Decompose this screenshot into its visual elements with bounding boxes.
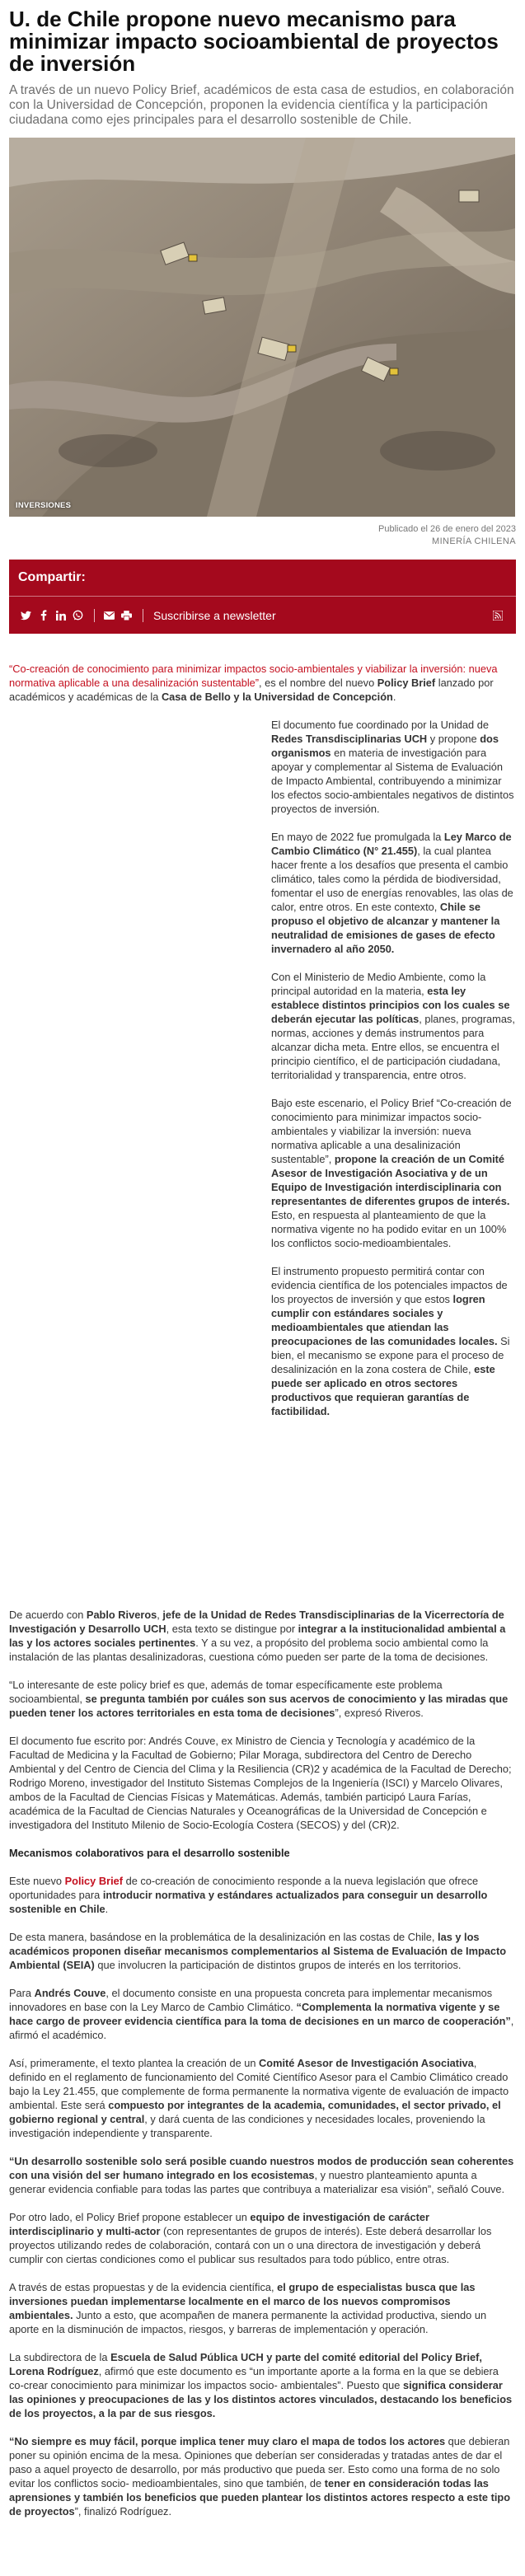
- paragraph: Para Andrés Couve, el documento consiste en una propuesta concreta para implementar mecanismos innovadores en base con la Ley Marco de Cambio Climático. “Complementa la normativa vigente y se hace cargo de proveer evidencia científica para la toma de decisiones en un marco de cooperación”, afirmó el académico.: [9, 1987, 514, 2041]
- policy-brief-link[interactable]: Policy Brief: [64, 1875, 124, 1887]
- email-icon[interactable]: [101, 607, 117, 623]
- aerial-mining-photo: [9, 138, 515, 517]
- paragraph: Con el Ministerio de Medio Ambiente, como la principal autoridad en la materia, esta ley establece distintos principios con los cuales se deberán ejecutar las políticas, planes, programas, normas, acciones y demás instrumentos para alcanzar dicha meta. Entre ellos, se encuentra el principio científico, el de participación ciudadana, territorialidad y transparencia, entre otros.: [271, 971, 515, 1081]
- paragraph: Así, primeramente, el texto plantea la creación de un Comité Asesor de Investigación Asociativa, definido en el reglamento de funcionamiento del Comité Científico Asesor para el Cambio Climático creado bajo la Ley 21.455, que complemente de forma permanente la normativa vigente de evaluación de impacto ambiental. Este será compuesto por integrantes de la academia, comunidades, el sector privado, el gobierno regional y central, y dará cuenta de las condiciones y necesidades locales, proveniendo la investigación independiente y transparente.: [9, 2057, 509, 2139]
- paragraph: Por otro lado, el Policy Brief propone establecer un equipo de investigación de carácter interdisciplinario y multi-actor (con representantes de grupos de interés). Este deberá desarrollar los proyectos utilizando redes de colaboración, contará con un o una directora de investigación y deberá cumplir con ciertas condiciones como el publicar sus resultados para todo público, entre otras.: [9, 2211, 492, 2265]
- paragraph: El instrumento propuesto permitirá contar con evidencia científica de los potenciales impactos de los proyectos de inversión y que estos logren cumplir con estándares sociales y medioambientales que atiendan las preocupaciones de las comunidades locales. Si bien, el mecanismo se expone para el proceso de desalinización en la zona costera de Chile, este puede ser aplicado en otros sectores productivos que requieran garantías de factibilidad.: [271, 1265, 510, 1417]
- share-divider: [94, 609, 95, 622]
- share-title: Compartir:: [9, 560, 516, 597]
- share-box: [9, 560, 516, 634]
- article-subtitle: A través de un nuevo Policy Brief, académicos de esta casa de estudios, en colaboración con la Universidad de Concepción, proponen la evidencia científica y la participación ciudadana como ejes principales para el desarrollo sostenible de Chile.: [9, 83, 514, 127]
- paragraph: A través de estas propuestas y de la evidencia científica, el grupo de especialistas busca que las inversiones puedan implementarse localmente en el marco de los nuevos compromisos ambientales. Junto a esto, que acompañen de manera permanente la actividad productiva, siendo un aporte en la disminución de impactos, riesgos, y barreras de implementación y operación.: [9, 2281, 487, 2335]
- twitter-icon[interactable]: [18, 607, 34, 623]
- hero-image: [9, 138, 515, 517]
- section-heading: Mecanismos colaborativos para el desarrollo sostenible: [9, 1847, 290, 1859]
- paragraph: “No siempre es muy fácil, porque implica tener muy claro el mapa de todos los actores que debieran poner su opinión encima de la mesa. Opiniones que deberían ser consideradas y tratadas antes de dar el paso a aquel proyecto de desarrollo, por más productivo que pueda ser. Esto como una forma de no solo evitar los conflictos socio- medioambientales, sino que también, de tener en consideración todas las aprensiones y también los beneficios que pueden plantear los distintos actores respecto a este tipo de proyectos”, finalizó Rodríguez.: [9, 2435, 511, 2517]
- article-header: [0, 0, 525, 128]
- paragraph: La subdirectora de la Escuela de Salud Pública UCH y parte del comité editorial del Policy Brief, Lorena Rodríguez, afirmó que este documento es “un importante aporte a la forma en la que se debiera co-crear conocimiento para minimizar los impactos socio- ambientales”. Puesto que significa considerar las opiniones y preocupaciones de las y los distintos actores vinculados, destacando los beneficios de los proyectos, a la par de sus riesgos.: [9, 2351, 513, 2419]
- share-row: [9, 597, 516, 634]
- paragraph: De esta manera, basándose en la problemática de la desalinización en las costas de Chile, las y los académicos proponen diseñar mecanismos complementarios al Sistema de Evaluación de Impacto Ambiental (SEIA) que involucren la participación de distintos grupos de interés en los territorios.: [9, 1931, 507, 1971]
- rss-icon[interactable]: [490, 607, 505, 623]
- whatsapp-icon[interactable]: [70, 607, 86, 623]
- image-category-tag: INVERSIONES: [16, 501, 72, 510]
- article-meta: [0, 517, 525, 548]
- paragraph: El documento fue escrito por: Andrés Couve, ex Ministro de Ciencia y Tecnología y académico de la Facultad de Medicina y la Facultad de Gobierno; Pilar Moraga, subdirectora del Centro de Derecho Ambiental y del Centro de Ciencia del Clima y la Resiliencia (CR)2 y académica de la Facultad de Derecho; Rodrigo Moreno, investigador del Instituto Sistemas Complejos de la Ingeniería (ISCI) y Marcelo Olivares, ambos de la Facultad de Ciencias Físicas y Matemáticas. Además, también participó Laura Farías, académica de la Facultad de Ciencias Naturales y Oceanográficas de la Universidad de Concepción e investigadora del Instituto Milenio de Socio-Ecología Costera (SECOS) y del (CR)2.: [9, 1735, 512, 1831]
- publish-date: Publicado el 26 de enero del 2023: [378, 524, 516, 534]
- paragraph: “Co-creación de conocimiento para minimizar impactos socio-ambientales y viabilizar la inversión: nueva normativa aplicable a una desalinización sustentable”, es el nombre del nuevo Policy Brief lanzado por académicos y académicas de la Casa de Bello y la Universidad de Concepción.: [9, 663, 498, 703]
- article-source: MINERÍA CHILENA: [432, 536, 516, 546]
- paragraph: “Lo interesante de este policy brief es que, además de tomar específicamente este problema socioambiental, se pregunta también por cuáles son sus acervos de conocimiento y las miradas que pueden tener los actores territoriales en esta toma de decisiones”, expresó Riveros.: [9, 1679, 509, 1719]
- article-body: [0, 634, 525, 2518]
- linkedin-icon[interactable]: [53, 607, 68, 623]
- paragraph: El documento fue coordinado por la Unidad de Redes Transdisciplinarias UCH y propone dos organismos en materia de investigación para apoyar y complementar al Sistema de Evaluación de Impacto Ambiental, contribuyendo a minimizar los efectos socio-ambientales negativos de distintos proyectos de inversión.: [271, 719, 514, 815]
- subscribe-newsletter-link[interactable]: Suscribirse a newsletter: [153, 608, 276, 622]
- print-icon[interactable]: [119, 607, 134, 623]
- policy-brief-link[interactable]: “Co-creación de conocimiento para minimizar impactos socio-ambientales y viabilizar la inversión: nueva normativa aplicable a una desalinización sustentable”: [9, 663, 498, 689]
- paragraph: Bajo este escenario, el Policy Brief “Co-creación de conocimiento para minimizar impactos socio- ambientales y viabilizar la inversión: nueva normativa aplicable a una desalinización sustentable”, propone la creación de un Comité Asesor de Investigación Asociativa y de un Equipo de Investigación interdisciplinaria con representantes de diferentes grupos de interés. Esto, en respuesta al planteamiento de que la normativa vigente no ha podido evitar en un 100% los conflictos socio-medioambientales.: [271, 1097, 512, 1249]
- paragraph: En mayo de 2022 fue promulgada la Ley Marco de Cambio Climático (N° 21.455), la cual plantea hacer frente a los desafíos que presenta el cambio climático, tales como la pérdida de biodiversidad, fomentar el uso de energías renovables, las olas de calor, entre otros. En este contexto, Chile se propuso el objetivo de alcanzar y mantener la neutralidad de emisiones de gases de efecto invernadero al año 2050.: [271, 831, 513, 955]
- page-title: U. de Chile propone nuevo mecanismo para minimizar impacto socioambiental de proyectos de inversión: [9, 7, 499, 76]
- embedded-media-placeholder: [9, 718, 271, 1608]
- paragraph: “Un desarrollo sostenible solo será posible cuando nuestros modos de producción sean coherentes con una visión del ser humano integrado en los ecosistemas, y nuestro planteamiento apunta a generar evidencia confiable para todas las partes que contribuya a materializar esa visión”, señaló Couve.: [9, 2155, 514, 2195]
- paragraph: De acuerdo con Pablo Riveros, jefe de la Unidad de Redes Transdisciplinarias de la Vicerrectoría de Investigación y Desarrollo UCH, esta texto se distingue por integrar a la institucionalidad ambiental a las y los actores sociales pertinentes. Y a su vez, a propósito del problema socio ambiental como la instalación de las plantas desalinizadoras, cuestiona cómo pueden ser parte de la toma de decisiones.: [9, 1609, 506, 1663]
- paragraph: Este nuevo Policy Brief de co-creación de conocimiento responde a la nueva legislación que ofrece oportunidades para introducir normativa y estándares actualizados para conseguir un desarrollo sostenible en Chile.: [9, 1875, 488, 1915]
- facebook-icon[interactable]: [35, 607, 51, 623]
